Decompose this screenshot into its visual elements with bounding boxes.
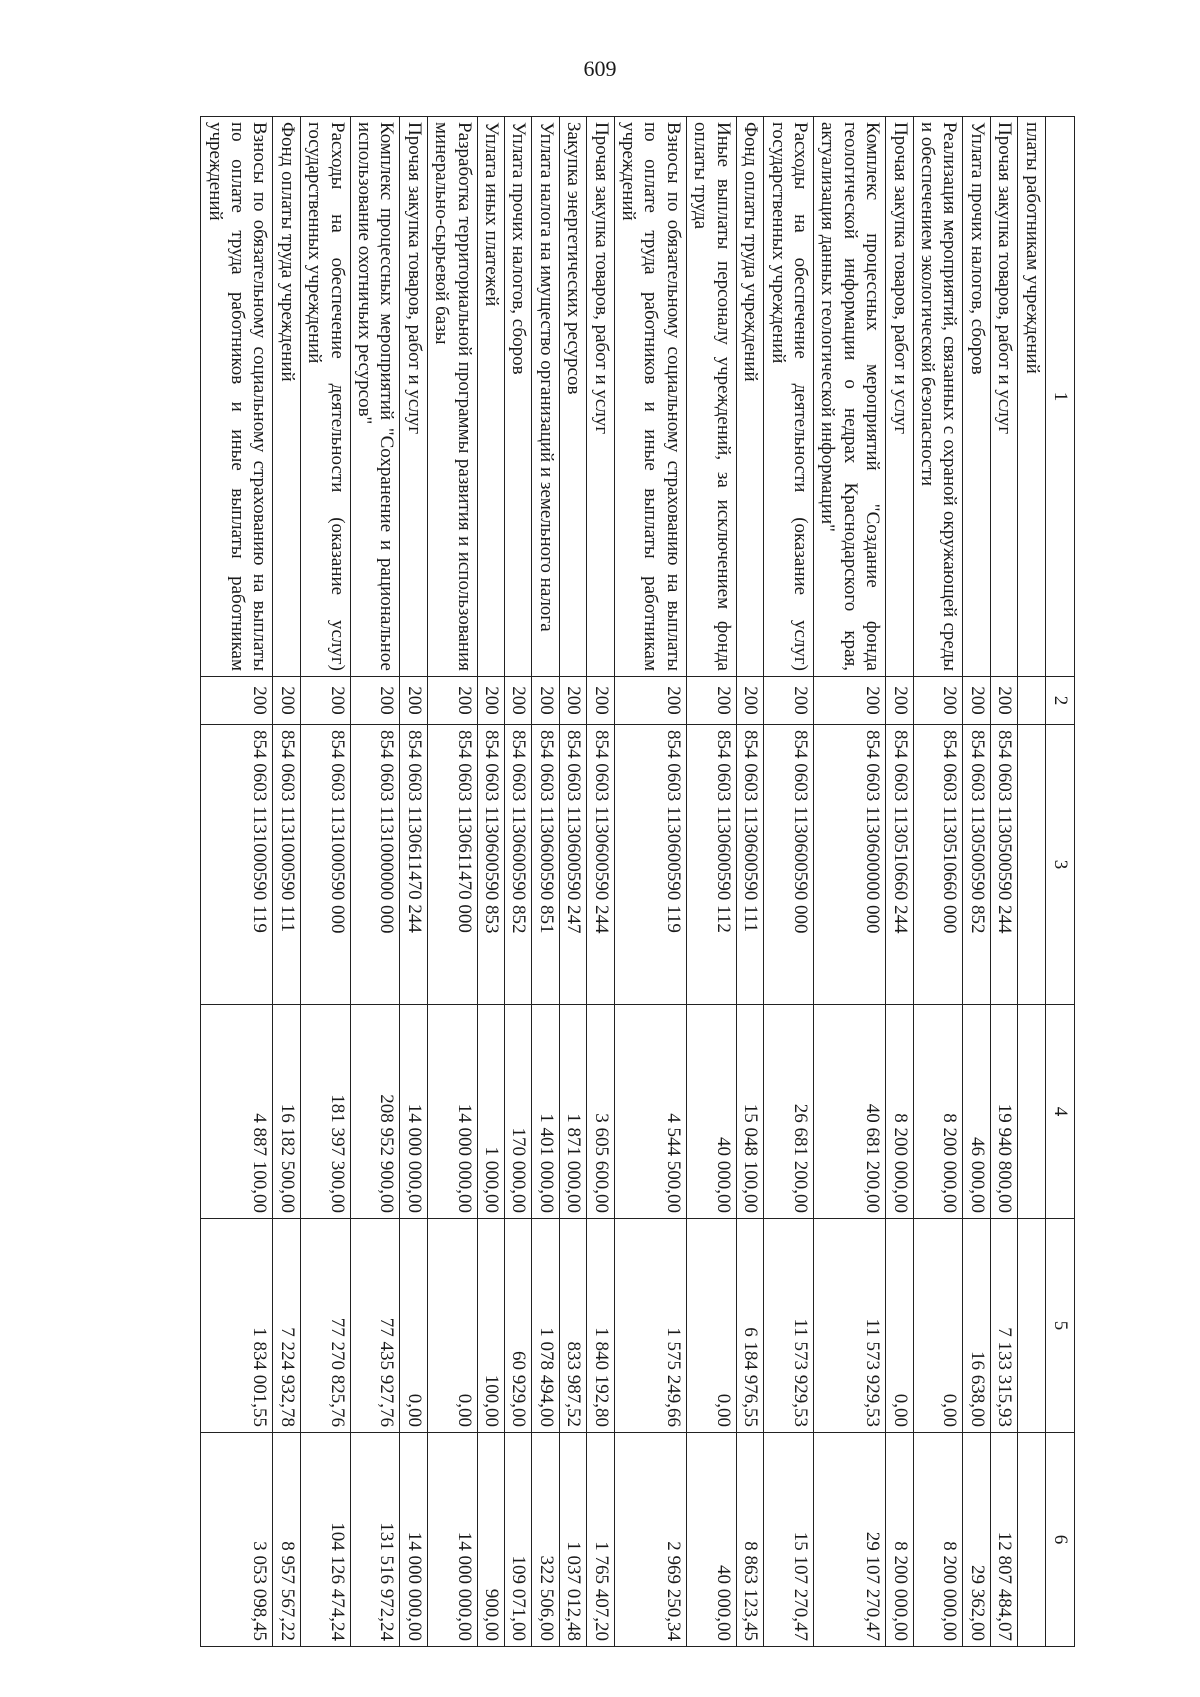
row-amount-col6: 40 000,00 — [686, 1433, 736, 1647]
budget-table — [200, 116, 1075, 1647]
row-amount-col6: 29 362,00 — [963, 1433, 990, 1647]
row-amount-col4: 14 000 000,00 — [400, 1005, 427, 1219]
row-amount-col4: 46 000,00 — [963, 1005, 990, 1219]
row-classification-code: 854 0603 1131000590 119 — [201, 725, 273, 1005]
row-classification-code: 854 0603 1130600590 119 — [614, 725, 686, 1005]
row-amount-col5: 11 573 929,53 — [813, 1219, 885, 1433]
row-amount-col6: 3 053 098,45 — [201, 1433, 273, 1647]
row-line-code: 200 — [913, 677, 963, 725]
table-body — [201, 117, 1045, 1647]
column-header: 4 — [1045, 1005, 1074, 1219]
table-row — [736, 117, 763, 1647]
row-classification-code: 854 0603 1131000590 111 — [273, 725, 300, 1005]
row-classification-code: 854 0603 1130500590 244 — [990, 725, 1017, 1005]
row-amount-col6: 14 000 000,00 — [400, 1433, 427, 1647]
row-amount-col6: 900,00 — [477, 1433, 504, 1647]
row-classification-code: 854 0603 1130600000 000 — [813, 725, 885, 1005]
table-row — [813, 117, 885, 1647]
row-line-code: 200 — [427, 677, 477, 725]
row-amount-col4: 170 000,00 — [505, 1005, 532, 1219]
row-amount-col5: 0,00 — [427, 1219, 477, 1433]
row-amount-col6: 8 957 567,22 — [273, 1433, 300, 1647]
row-amount-col6: 1 765 407,20 — [587, 1433, 614, 1647]
table-row — [559, 117, 586, 1647]
row-description: Иные выплаты персоналу учреждений, за исключением фонда оплаты труда — [686, 117, 736, 677]
table-row — [300, 117, 350, 1647]
row-description: Взносы по обязательному социальному страхованию на выплаты по оплате труда работников и иные выплаты работникам учреждений — [614, 117, 686, 677]
row-line-code: 200 — [505, 677, 532, 725]
row-amount-col4: 19 940 800,00 — [990, 1005, 1017, 1219]
row-classification-code: 854 0603 1131000000 000 — [350, 725, 400, 1005]
table-row — [963, 117, 990, 1647]
row-description: Уплата налога на имущество организаций и земельного налога — [532, 117, 559, 677]
row-amount-col5: 0,00 — [913, 1219, 963, 1433]
row-line-code: 200 — [886, 677, 913, 725]
row-line-code: 200 — [813, 677, 885, 725]
row-description: Взносы по обязательному социальному страхованию на выплаты по оплате труда работников и иные выплаты работникам учреждений — [201, 117, 273, 677]
row-description: Расходы на обеспечение деятельности (оказание услуг) государственных учреждений — [764, 117, 814, 677]
row-amount-col4: 8 200 000,00 — [913, 1005, 963, 1219]
row-amount-col4: 181 397 300,00 — [300, 1005, 350, 1219]
row-line-code: 200 — [587, 677, 614, 725]
table-row — [614, 117, 686, 1647]
row-classification-code: 854 0603 1131000590 000 — [300, 725, 350, 1005]
column-header: 5 — [1045, 1219, 1074, 1433]
row-classification-code: 854 0603 1130600590 000 — [764, 725, 814, 1005]
row-line-code: 200 — [559, 677, 586, 725]
row-amount-col5: 1 078 494,00 — [532, 1219, 559, 1433]
row-amount-col6: 109 071,00 — [505, 1433, 532, 1647]
row-classification-code: 854 0603 1130510660 000 — [913, 725, 963, 1005]
row-description: Комплекс процессных мероприятий "Сохранение и рациональное использование охотничьих ресурсов" — [350, 117, 400, 677]
row-classification-code — [1018, 725, 1045, 1005]
row-amount-col4 — [1018, 1005, 1045, 1219]
row-description: Уплата иных платежей — [477, 117, 504, 677]
row-description: платы работникам учреждений — [1018, 117, 1045, 677]
table-row — [201, 117, 273, 1647]
row-classification-code: 854 0603 1130600590 111 — [736, 725, 763, 1005]
row-amount-col6: 29 107 270,47 — [813, 1433, 885, 1647]
row-description: Разработка территориальной программы развития и использования минерально-сырьевой базы — [427, 117, 477, 677]
row-amount-col5: 1 840 192,80 — [587, 1219, 614, 1433]
row-amount-col6: 104 126 474,24 — [300, 1433, 350, 1647]
row-amount-col4: 26 681 200,00 — [764, 1005, 814, 1219]
row-line-code: 200 — [477, 677, 504, 725]
row-amount-col5: 833 987,52 — [559, 1219, 586, 1433]
row-line-code: 200 — [300, 677, 350, 725]
row-amount-col4: 1 401 000,00 — [532, 1005, 559, 1219]
row-line-code: 200 — [350, 677, 400, 725]
row-amount-col4: 15 048 100,00 — [736, 1005, 763, 1219]
table-row — [505, 117, 532, 1647]
row-description: Закупка энергетических ресурсов — [559, 117, 586, 677]
row-classification-code: 854 0603 1130611470 000 — [427, 725, 477, 1005]
row-amount-col4: 16 182 500,00 — [273, 1005, 300, 1219]
row-amount-col5: 77 435 927,76 — [350, 1219, 400, 1433]
table-row — [477, 117, 504, 1647]
row-amount-col6 — [1018, 1433, 1045, 1647]
row-amount-col4: 1 871 000,00 — [559, 1005, 586, 1219]
row-amount-col4: 8 200 000,00 — [886, 1005, 913, 1219]
row-line-code: 200 — [614, 677, 686, 725]
row-amount-col5: 16 638,00 — [963, 1219, 990, 1433]
row-line-code: 200 — [400, 677, 427, 725]
row-classification-code: 854 0603 1130500590 852 — [963, 725, 990, 1005]
row-description: Прочая закупка товаров, работ и услуг — [886, 117, 913, 677]
table-row — [686, 117, 736, 1647]
row-amount-col6: 8 200 000,00 — [913, 1433, 963, 1647]
row-amount-col4: 3 605 600,00 — [587, 1005, 614, 1219]
table-row — [913, 117, 963, 1647]
row-amount-col5: 77 270 825,76 — [300, 1219, 350, 1433]
table-header-row — [1045, 117, 1074, 1647]
row-amount-col4: 40 681 200,00 — [813, 1005, 885, 1219]
table-row — [400, 117, 427, 1647]
column-header: 3 — [1045, 725, 1074, 1005]
page-number: 609 — [583, 56, 617, 81]
row-amount-col5: 0,00 — [686, 1219, 736, 1433]
row-amount-col6: 14 000 000,00 — [427, 1433, 477, 1647]
rotated-table-frame — [200, 116, 1075, 1646]
row-description: Реализация мероприятий, связанных с охраной окружающей среды и обеспечением экологической безопасности — [913, 117, 963, 677]
table-row — [990, 117, 1017, 1647]
row-amount-col6: 2 969 250,34 — [614, 1433, 686, 1647]
row-description: Комплекс процессных мероприятий "Создание фонда геологической информации о недрах Краснодарского края, актуализация данных геологической информации" — [813, 117, 885, 677]
row-amount-col6: 15 107 270,47 — [764, 1433, 814, 1647]
row-classification-code: 854 0603 1130600590 852 — [505, 725, 532, 1005]
row-amount-col4: 14 000 000,00 — [427, 1005, 477, 1219]
row-amount-col4: 40 000,00 — [686, 1005, 736, 1219]
table-row — [532, 117, 559, 1647]
row-description: Расходы на обеспечение деятельности (оказание услуг) государственных учреждений — [300, 117, 350, 677]
row-description: Фонд оплаты труда учреждений — [273, 117, 300, 677]
row-amount-col6: 322 506,00 — [532, 1433, 559, 1647]
table-row — [886, 117, 913, 1647]
row-amount-col5: 7 133 315,93 — [990, 1219, 1017, 1433]
row-amount-col4: 4 544 500,00 — [614, 1005, 686, 1219]
row-classification-code: 854 0603 1130600590 244 — [587, 725, 614, 1005]
row-amount-col6: 1 037 012,48 — [559, 1433, 586, 1647]
row-description: Прочая закупка товаров, работ и услуг — [400, 117, 427, 677]
row-amount-col6: 131 516 972,24 — [350, 1433, 400, 1647]
table-row — [587, 117, 614, 1647]
row-amount-col5: 1 575 249,66 — [614, 1219, 686, 1433]
row-description: Прочая закупка товаров, работ и услуг — [587, 117, 614, 677]
table-row — [1018, 117, 1045, 1647]
row-line-code: 200 — [532, 677, 559, 725]
row-description: Прочая закупка товаров, работ и услуг — [990, 117, 1017, 677]
row-line-code — [1018, 677, 1045, 725]
table-row — [350, 117, 400, 1647]
row-line-code: 200 — [764, 677, 814, 725]
table-row — [764, 117, 814, 1647]
table-row — [427, 117, 477, 1647]
row-amount-col4: 208 952 900,00 — [350, 1005, 400, 1219]
row-classification-code: 854 0603 1130510660 244 — [886, 725, 913, 1005]
row-amount-col6: 8 863 123,45 — [736, 1433, 763, 1647]
row-amount-col6: 12 807 484,07 — [990, 1433, 1017, 1647]
row-line-code: 200 — [990, 677, 1017, 725]
column-header: 2 — [1045, 677, 1074, 725]
row-classification-code: 854 0603 1130600590 851 — [532, 725, 559, 1005]
row-amount-col5: 1 834 001,55 — [201, 1219, 273, 1433]
row-description: Фонд оплаты труда учреждений — [736, 117, 763, 677]
row-line-code: 200 — [736, 677, 763, 725]
row-line-code: 200 — [201, 677, 273, 725]
row-amount-col5: 7 224 932,78 — [273, 1219, 300, 1433]
row-classification-code: 854 0603 1130611470 244 — [400, 725, 427, 1005]
row-classification-code: 854 0603 1130600590 247 — [559, 725, 586, 1005]
row-line-code: 200 — [963, 677, 990, 725]
row-amount-col5: 6 184 976,55 — [736, 1219, 763, 1433]
row-amount-col5: 60 929,00 — [505, 1219, 532, 1433]
row-amount-col4: 4 887 100,00 — [201, 1005, 273, 1219]
row-classification-code: 854 0603 1130600590 112 — [686, 725, 736, 1005]
column-header: 6 — [1045, 1433, 1074, 1647]
row-amount-col5: 100,00 — [477, 1219, 504, 1433]
row-classification-code: 854 0603 1130600590 853 — [477, 725, 504, 1005]
column-header: 1 — [1045, 117, 1074, 677]
row-line-code: 200 — [273, 677, 300, 725]
row-amount-col5: 0,00 — [400, 1219, 427, 1433]
row-amount-col5 — [1018, 1219, 1045, 1433]
row-amount-col5: 0,00 — [886, 1219, 913, 1433]
row-amount-col4: 1 000,00 — [477, 1005, 504, 1219]
row-description: Уплата прочих налогов, сборов — [963, 117, 990, 677]
row-amount-col6: 8 200 000,00 — [886, 1433, 913, 1647]
row-description: Уплата прочих налогов, сборов — [505, 117, 532, 677]
row-line-code: 200 — [686, 677, 736, 725]
table-row — [273, 117, 300, 1647]
row-amount-col5: 11 573 929,53 — [764, 1219, 814, 1433]
